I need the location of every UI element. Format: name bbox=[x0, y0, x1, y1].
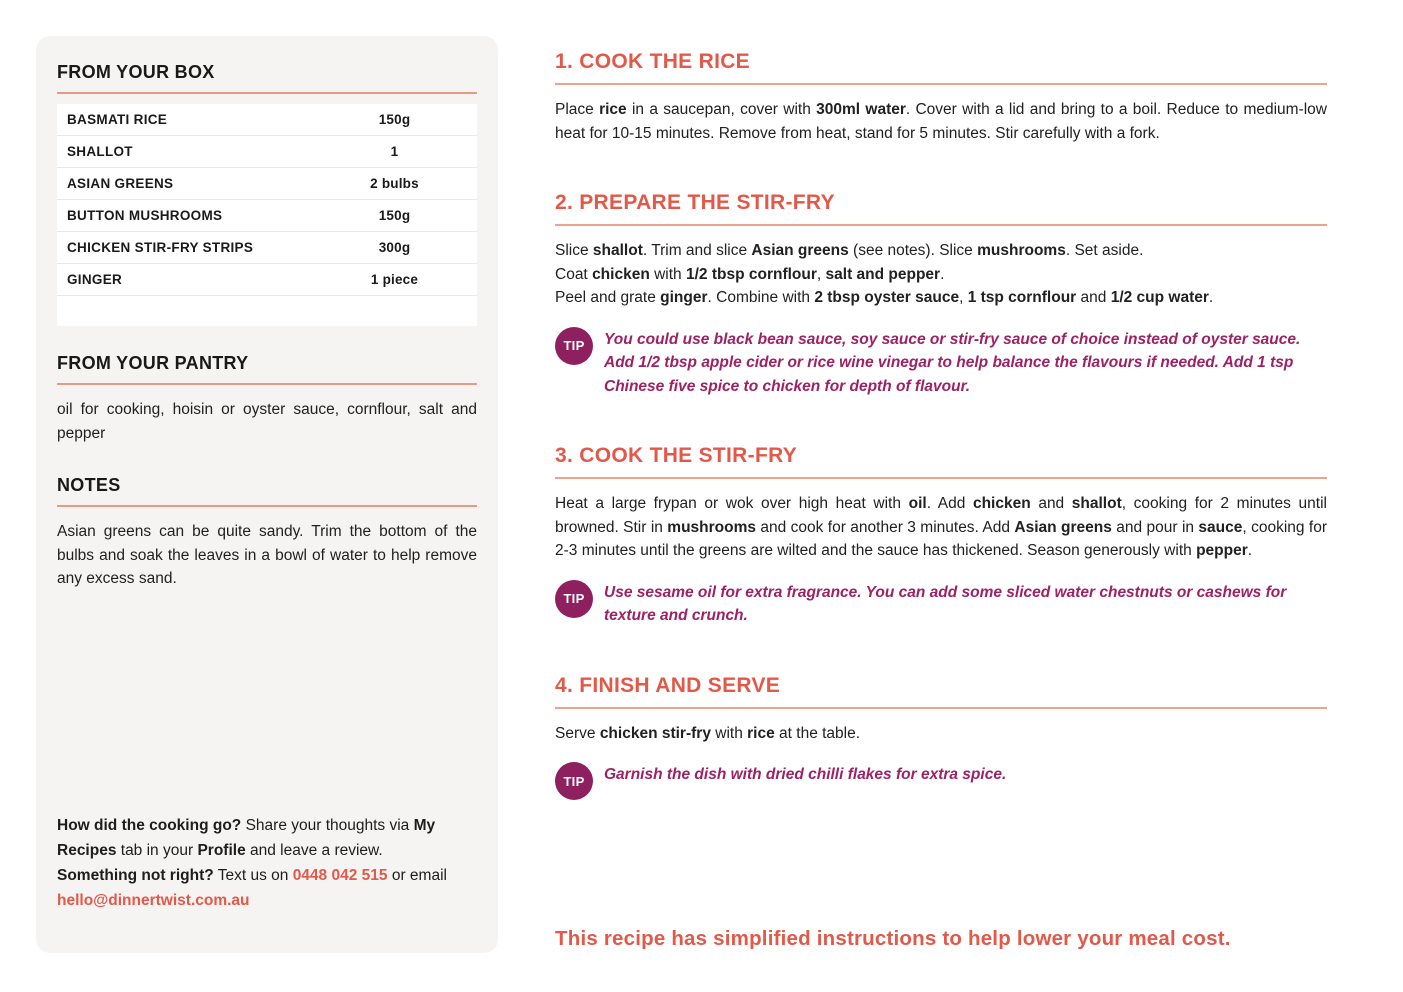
from-your-box-heading: FROM YOUR BOX bbox=[57, 62, 477, 94]
ingredients-panel bbox=[36, 36, 498, 953]
step-4-title: 4. FINISH AND SERVE bbox=[555, 674, 1327, 709]
step-4-body bbox=[555, 722, 1327, 746]
tip-block bbox=[555, 762, 1327, 800]
feedback-lead: Something not right? Text us on bbox=[57, 867, 293, 884]
ingredient-qty: 150g bbox=[378, 208, 411, 223]
ingredient-qty: 1 piece bbox=[370, 272, 419, 287]
ingredient-name: ASIAN GREENS bbox=[67, 176, 174, 191]
phone-link[interactable]: 0448 042 515 bbox=[292, 867, 388, 884]
notes-heading: NOTES bbox=[57, 475, 477, 507]
table-empty-row bbox=[57, 296, 477, 326]
ingredient-name: GINGER bbox=[67, 272, 123, 287]
step-2-section bbox=[555, 191, 1327, 398]
feedback-mid: or email bbox=[387, 867, 447, 884]
step-2-title: 2. PREPARE THE STIR-FRY bbox=[555, 191, 1327, 226]
table-row bbox=[57, 136, 477, 168]
ingredient-qty: 2 bulbs bbox=[370, 176, 419, 191]
tip-block bbox=[555, 580, 1327, 628]
step-3-paragraph: Heat a large frypan or wok over high heat with oil. Add chicken and shallot, cooking for 2 minutes until browned. Stir in mushrooms and cook for another 3 minutes. Add Asian greens and pour in sauce, cooking for 2-3 minutes until the greens are wilted and the sauce has thickened. Season generously with pepper. bbox=[555, 495, 1327, 559]
ingredient-qty: 1 bbox=[390, 144, 399, 159]
table-row bbox=[57, 232, 477, 264]
instructions-column bbox=[555, 50, 1327, 846]
table-row bbox=[57, 168, 477, 200]
from-your-box-section bbox=[57, 62, 477, 326]
from-your-pantry-heading: FROM YOUR PANTRY bbox=[57, 353, 477, 385]
table-row bbox=[57, 264, 477, 296]
step-2-body bbox=[555, 239, 1327, 310]
step-4-paragraph: Serve chicken stir-fry with rice at the table. bbox=[555, 724, 861, 742]
step-1-body bbox=[555, 98, 1327, 145]
ingredient-name: SHALLOT bbox=[67, 144, 133, 159]
tip-badge: TIP bbox=[555, 327, 593, 365]
ingredient-name: CHICKEN STIR-FRY STRIPS bbox=[67, 240, 254, 255]
notes-text: Asian greens can be quite sandy. Trim the bottom of the bulbs and soak the leaves in a bowl of water to help remove any excess sand. bbox=[57, 523, 477, 587]
ingredient-qty: 300g bbox=[378, 240, 411, 255]
tip-text: You could use black bean sauce, soy sauce or stir-fry sauce of choice instead of oyster sauce. Add 1/2 tbsp apple cider or rice wine vinegar to help balance the flavours if needed. Add 1 tsp Chinese five spice to chicken for depth of flavour. bbox=[604, 330, 1301, 395]
tip-text: Garnish the dish with dried chilli flakes for extra spice. bbox=[604, 766, 1007, 783]
step-1-section bbox=[555, 50, 1327, 145]
ingredient-name: BUTTON MUSHROOMS bbox=[67, 208, 223, 223]
tip-block bbox=[555, 327, 1327, 399]
step-4-section bbox=[555, 674, 1327, 801]
feedback-footer bbox=[57, 813, 477, 913]
from-your-pantry-section bbox=[57, 353, 477, 445]
notes-section bbox=[57, 475, 477, 591]
simplified-recipe-tagline: This recipe has simplified instructions to help lower your meal cost. bbox=[555, 927, 1231, 950]
tip-badge: TIP bbox=[555, 762, 593, 800]
email-link[interactable]: hello@dinnertwist.com.au bbox=[57, 892, 250, 909]
tip-text: Use sesame oil for extra fragrance. You can add some sliced water chestnuts or cashews for texture and crunch. bbox=[604, 583, 1287, 624]
step-1-paragraph: Place rice in a saucepan, cover with 300ml water. Cover with a lid and bring to a boil. Reduce to medium-low heat for 10-15 minutes. Remove from heat, stand for 5 minutes. Stir carefully with a fork. bbox=[555, 101, 1327, 142]
feedback-line-1: How did the cooking go? Share your thoughts via My Recipes tab in your Profile and leave a review. bbox=[57, 817, 436, 859]
table-row bbox=[57, 104, 477, 136]
step-2-paragraph: Slice shallot. Trim and slice Asian greens (see notes). Slice mushrooms. Set aside. bbox=[555, 242, 1144, 259]
step-2-paragraph: Peel and grate ginger. Combine with 2 tbsp oyster sauce, 1 tsp cornflour and 1/2 cup water. bbox=[555, 289, 1214, 306]
step-3-body bbox=[555, 492, 1327, 563]
table-row bbox=[57, 200, 477, 232]
pantry-text: oil for cooking, hoisin or oyster sauce, cornflour, salt and pepper bbox=[57, 401, 477, 442]
ingredients-table bbox=[57, 104, 477, 326]
ingredient-qty: 150g bbox=[378, 112, 411, 127]
tip-badge: TIP bbox=[555, 580, 593, 618]
step-3-section bbox=[555, 444, 1327, 628]
ingredient-name: BASMATI RICE bbox=[67, 112, 168, 127]
step-2-paragraph: Coat chicken with 1/2 tbsp cornflour, salt and pepper. bbox=[555, 265, 945, 283]
step-3-title: 3. COOK THE STIR-FRY bbox=[555, 444, 1327, 479]
step-1-title: 1. COOK THE RICE bbox=[555, 50, 1327, 85]
feedback-line-2 bbox=[57, 863, 477, 913]
